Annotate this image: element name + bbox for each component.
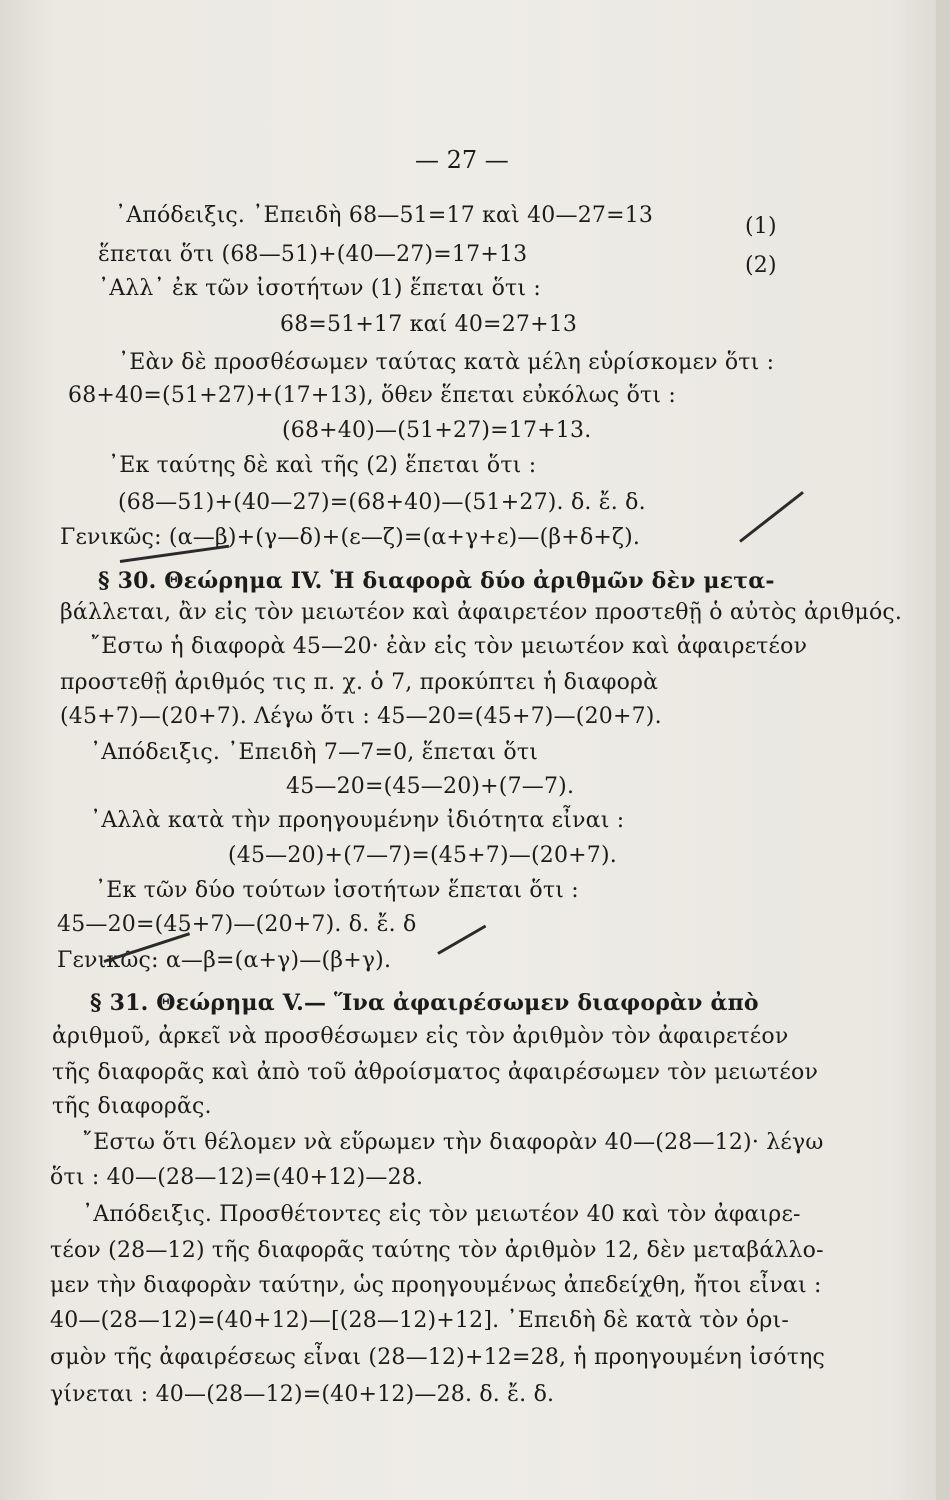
text-line: ᾿Απόδειξις. ᾿Επειδὴ 68—51=17 καὶ 40—27=13 (115, 203, 654, 228)
text-line: προστεθῇ ἀριθμός τις π. χ. ὁ 7, προκύπτει ἡ διαφορὰ (60, 670, 659, 695)
text-line: μεν τὴν διαφορὰν ταύτην, ὡς προηγουμένως ἀπεδείχθη, ἤτοι εἶναι : (50, 1273, 822, 1298)
equation-label: (1) (745, 214, 777, 239)
equation-line: 45—20=(45+7)—(20+7). δ. ἔ. δ (57, 912, 417, 937)
text-line: ᾿Αλλ᾿ ἐκ τῶν ἰσοτήτων (1) ἕπεται ὅτι : (98, 276, 542, 301)
theorem-heading: § 31. Θεώρημα V.— Ἵνα ἀφαιρέσωμεν διαφορὰν ἀπὸ (90, 990, 759, 1016)
equation-line: (45—20)+(7—7)=(45+7)—(20+7). (228, 843, 617, 868)
text-line: τέον (28—12) τῆς διαφορᾶς ταύτης τὸν ἀριθμὸν 12, δὲν μεταβάλλο- (50, 1238, 824, 1263)
text-line: ᾿Εκ τῶν δύο τούτων ἰσοτήτων ἕπεται ὅτι : (95, 878, 579, 903)
text-line: γίνεται : 40—(28—12)=(40+12)—28. δ. ἔ. δ. (50, 1382, 555, 1407)
page-number: — 27 — (415, 146, 509, 174)
text-line: ἀριθμοῦ, ἀρκεῖ νὰ προσθέσωμεν εἰς τὸν ἀριθμὸν τὸν ἀφαιρετέον (52, 1024, 789, 1049)
theorem-heading: § 30. Θεώρημα IV. Ἡ διαφορὰ δύο ἀριθμῶν δὲν μετα- (98, 568, 775, 594)
text-line: ῎Εστω ἡ διαφορὰ 45—20· ἐὰν εἰς τὸν μειωτέον καὶ ἀφαιρετέον (90, 634, 808, 659)
equation-line: (68+40)—(51+27)=17+13. (282, 418, 592, 443)
text-line: ᾿Αλλὰ κατὰ τὴν προηγουμένην ἰδιότητα εἶναι : (90, 808, 625, 833)
pen-strike-mark (437, 925, 486, 955)
text-line: Γενικῶς: (α—β)+(γ—δ)+(ε—ζ)=(α+γ+ε)—(β+δ+ζ). (60, 525, 641, 550)
text-line: βάλλεται, ἂν εἰς τὸν μειωτέον καὶ ἀφαιρετέον προστεθῇ ὁ αὐτὸς ἀριθμός. (60, 600, 903, 625)
page-edge (936, 0, 950, 1500)
equation-line: 45—20=(45—20)+(7—7). (286, 774, 575, 799)
text-line: ῎Εστω ὅτι θέλομεν νὰ εὕρωμεν τὴν διαφορὰν 40—(28—12)· λέγω (82, 1130, 824, 1155)
text-line: τῆς διαφορᾶς καὶ ἀπὸ τοῦ ἀθροίσματος ἀφαιρέσωμεν τὸν μειωτέον (52, 1060, 819, 1085)
text-line: 68+40=(51+27)+(17+13), ὅθεν ἕπεται εὐκόλως ὅτι : (68, 383, 677, 408)
equation-label: (2) (745, 253, 777, 278)
text-line: ᾿Απόδειξις. Προσθέτοντες εἰς τὸν μειωτέον 40 καὶ τὸν ἀφαιρε- (82, 1202, 801, 1227)
text-line: τῆς διαφορᾶς. (52, 1094, 212, 1119)
text-line: ὅτι : 40—(28—12)=(40+12)—28. (50, 1165, 424, 1190)
text-line: 40—(28—12)=(40+12)—[(28—12)+12]. ᾿Επειδὴ δὲ κατὰ τὸν ὁρι- (50, 1308, 789, 1333)
text-line: σμὸν τῆς ἀφαιρέσεως εἶναι (28—12)+12=28, ἡ προηγουμένη ἰσότης (50, 1345, 825, 1370)
text-line: ᾿Εὰν δὲ προσθέσωμεν ταύτας κατὰ μέλη εὑρίσκομεν ὅτι : (118, 350, 775, 375)
text-line: ᾿Απόδειξις. ᾿Επειδὴ 7—7=0, ἕπεται ὅτι (90, 740, 539, 765)
pen-strike-mark (739, 491, 804, 543)
text-line: Γενικῶς: α—β=(α+γ)—(β+γ). (57, 948, 392, 973)
text-line: ᾿Εκ ταύτης δὲ καὶ τῆς (2) ἕπεται ὅτι : (108, 453, 537, 478)
text-line: ἕπεται ὅτι (68—51)+(40—27)=17+13 (98, 242, 528, 267)
equation-line: (68—51)+(40—27)=(68+40)—(51+27). δ. ἔ. δ. (118, 490, 646, 515)
equation-line: 68=51+17 καί 40=27+13 (280, 312, 578, 337)
text-line: (45+7)—(20+7). Λέγω ὅτι : 45—20=(45+7)—(20+7). (60, 704, 662, 729)
